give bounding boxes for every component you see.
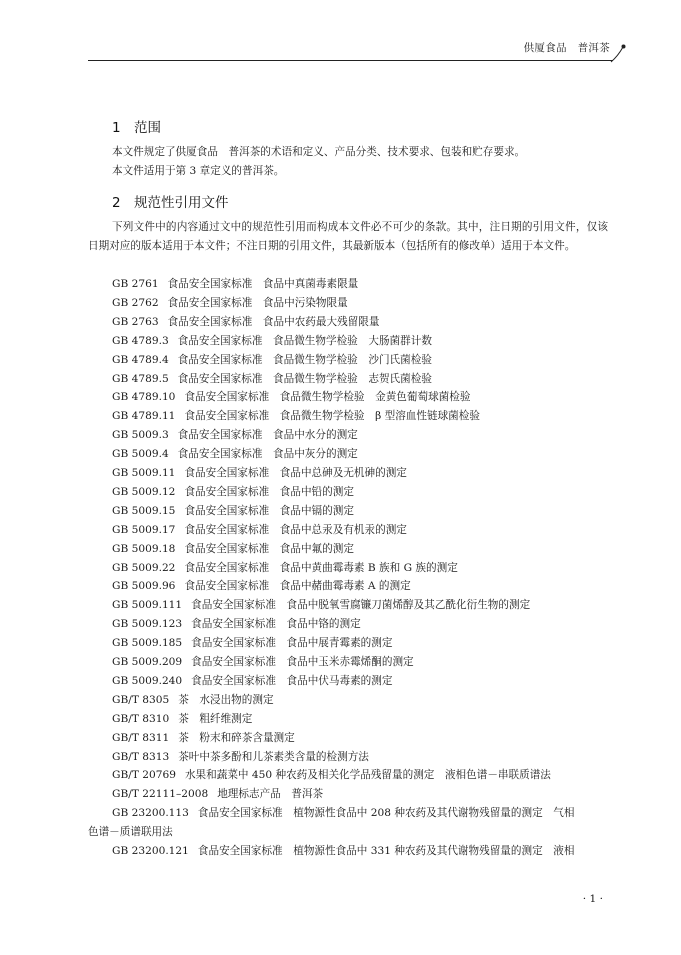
reference-code: GB 5009.22 — [112, 561, 176, 574]
reference-title: 水果和蔬菜中 450 种农药及相关化学品残留量的测定 液相色谱－串联质谱法 — [184, 769, 551, 782]
reference-item — [112, 559, 458, 578]
reference-title-continuation: 色谱－质谱联用法 — [88, 826, 173, 839]
reference-title: 食品安全国家标准 食品微生物学检验 志贺氏菌检验 — [177, 372, 432, 385]
reference-code: GB 2762 — [112, 296, 159, 309]
reference-code: GB 4789.4 — [112, 353, 169, 366]
reference-code: GB 5009.123 — [112, 618, 183, 631]
reference-code: GB 5009.18 — [112, 542, 176, 555]
reference-title: 食品安全国家标准 食品微生物学检验 大肠菌群计数 — [177, 334, 432, 347]
reference-code: GB 5009.17 — [112, 523, 176, 536]
reference-code: GB/T 8313 — [112, 750, 170, 763]
reference-title: 食品安全国家标准 食品中水分的测定 — [177, 429, 358, 442]
reference-item — [112, 672, 392, 691]
reference-title: 食品安全国家标准 食品微生物学检验 金黄色葡萄球菌检验 — [184, 391, 471, 404]
reference-item — [112, 351, 432, 370]
reference-title: 食品安全国家标准 食品中铅的测定 — [184, 485, 354, 498]
reference-item — [112, 483, 354, 502]
section-2-number: 2 — [112, 195, 121, 211]
reference-title: 茶 粉末和碎茶含量测定 — [178, 731, 295, 744]
reference-code: GB 5009.15 — [112, 504, 176, 517]
reference-item — [112, 596, 530, 615]
reference-code: GB 5009.209 — [112, 656, 183, 668]
reference-code: GB 5009.12 — [112, 485, 176, 498]
reference-item — [112, 577, 411, 596]
reference-item — [112, 615, 361, 634]
reference-item — [112, 634, 392, 653]
reference-title: 食品安全国家标准 食品中铬的测定 — [191, 618, 361, 631]
reference-title: 茶 粗纤维测定 — [178, 712, 253, 725]
reference-title: 食品安全国家标准 食品中总砷及无机砷的测定 — [184, 467, 407, 479]
reference-title: 食品安全国家标准 食品中黄曲霉毒素 B 族和 G 族的测定 — [184, 561, 458, 574]
reference-code: GB 4789.3 — [112, 334, 169, 347]
reference-title: 茶叶中茶多酚和儿茶素类含量的检测方法 — [178, 750, 369, 763]
reference-item — [112, 729, 295, 748]
reference-title: 食品安全国家标准 食品中玉米赤霉烯酮的测定 — [191, 656, 414, 668]
reference-title: 食品安全国家标准 食品中氟的测定 — [184, 542, 354, 555]
section-2-heading — [112, 191, 229, 211]
reference-code: GB 23200.121 — [112, 845, 189, 857]
reference-code: GB 5009.96 — [112, 580, 176, 593]
page-number: · 1 · — [582, 893, 603, 905]
reference-code: GB 4789.10 — [112, 391, 176, 404]
scope-paragraph-1: 本文件规定了供厦食品 普洱茶的术语和定义、产品分类、技术要求、包装和贮存要求。 — [112, 146, 526, 158]
reference-code: GB 4789.11 — [112, 410, 176, 423]
reference-item — [112, 294, 348, 313]
reference-title: 食品安全国家标准 食品中赭曲霉毒素 A 的测定 — [184, 580, 411, 593]
reference-code: GB/T 22111–2008 — [112, 788, 209, 801]
reference-title: 食品安全国家标准 食品中镉的测定 — [184, 504, 354, 517]
reference-item — [112, 502, 354, 521]
section-1-number: 1 — [112, 120, 121, 136]
reference-title: 食品安全国家标准 食品中农药最大残留限量 — [167, 315, 380, 328]
reference-item — [112, 785, 323, 804]
reference-item — [112, 766, 551, 785]
reference-code: GB 5009.240 — [112, 674, 183, 687]
reference-item — [112, 388, 470, 407]
references-intro-paragraph: 下列文件中的内容通过文中的规范性引用而构成本文件必不可少的条款。其中，注日期的引用文件，仅该日期对应的版本适用于本文件；不注日期的引用文件，其最新版本（包括所有的修改单）适用于本文件。 — [88, 221, 608, 252]
reference-code: GB 4789.5 — [112, 372, 169, 385]
swoosh-dot-icon — [608, 42, 630, 64]
reference-code: GB 5009.185 — [112, 637, 183, 650]
reference-title: 食品安全国家标准 食品中伏马毒素的测定 — [191, 674, 393, 687]
reference-title: 食品安全国家标准 植物源性食品中 331 种农药及其代谢物残留量的测定 液相 — [197, 845, 575, 857]
reference-title: 茶 水浸出物的测定 — [178, 693, 274, 706]
running-header — [88, 36, 628, 62]
reference-item — [112, 540, 354, 559]
reference-code: GB 2761 — [112, 278, 159, 290]
reference-title: 食品安全国家标准 食品中污染物限量 — [167, 296, 348, 309]
reference-item — [112, 748, 369, 767]
reference-item — [112, 710, 252, 729]
reference-code: GB 5009.4 — [112, 448, 169, 461]
reference-item — [112, 691, 274, 710]
reference-item — [112, 842, 574, 861]
reference-code: GB 5009.111 — [112, 599, 183, 612]
reference-code: GB 2763 — [112, 315, 159, 328]
reference-code: GB/T 8311 — [112, 731, 170, 744]
reference-item — [112, 370, 432, 389]
reference-item — [112, 521, 407, 540]
reference-title: 食品安全国家标准 食品中脱氧雪腐镰刀菌烯醇及其乙酰化衍生物的测定 — [191, 599, 531, 612]
reference-item — [112, 426, 358, 445]
reference-title: 地理标志产品 普洱茶 — [217, 788, 324, 801]
reference-item — [112, 275, 358, 294]
reference-title: 食品安全国家标准 食品微生物学检验 沙门氏菌检验 — [177, 353, 432, 366]
reference-code: GB 5009.3 — [112, 429, 169, 442]
reference-item — [112, 445, 358, 464]
reference-code: GB 23200.113 — [112, 807, 189, 820]
reference-item — [88, 804, 575, 839]
reference-item — [112, 407, 480, 426]
reference-title: 食品安全国家标准 食品中灰分的测定 — [177, 448, 358, 461]
reference-title: 食品安全国家标准 食品中真菌毒素限量 — [167, 278, 359, 290]
reference-item — [112, 332, 432, 351]
reference-code: GB 5009.11 — [112, 467, 176, 479]
scope-paragraph-2: 本文件适用于第 3 章定义的普洱茶。 — [112, 165, 285, 177]
reference-title: 食品安全国家标准 食品中总汞及有机汞的测定 — [184, 523, 407, 536]
reference-item — [112, 653, 414, 672]
reference-item — [112, 313, 379, 332]
header-rule — [88, 60, 613, 61]
header-title: 供厦食品 普洱茶 — [523, 42, 610, 54]
section-1-heading — [112, 116, 161, 136]
section-1-title: 范围 — [134, 120, 161, 136]
reference-code: GB/T 20769 — [112, 769, 176, 782]
reference-title: 食品安全国家标准 食品中展青霉素的测定 — [191, 637, 393, 650]
reference-code: GB/T 8310 — [112, 712, 170, 725]
reference-code: GB/T 8305 — [112, 693, 170, 706]
reference-title: 食品安全国家标准 植物源性食品中 208 种农药及其代谢物残留量的测定 气相 — [197, 807, 575, 820]
reference-item — [112, 464, 407, 483]
reference-title: 食品安全国家标准 食品微生物学检验 β 型溶血性链球菌检验 — [184, 410, 480, 423]
section-2-title: 规范性引用文件 — [134, 195, 229, 211]
